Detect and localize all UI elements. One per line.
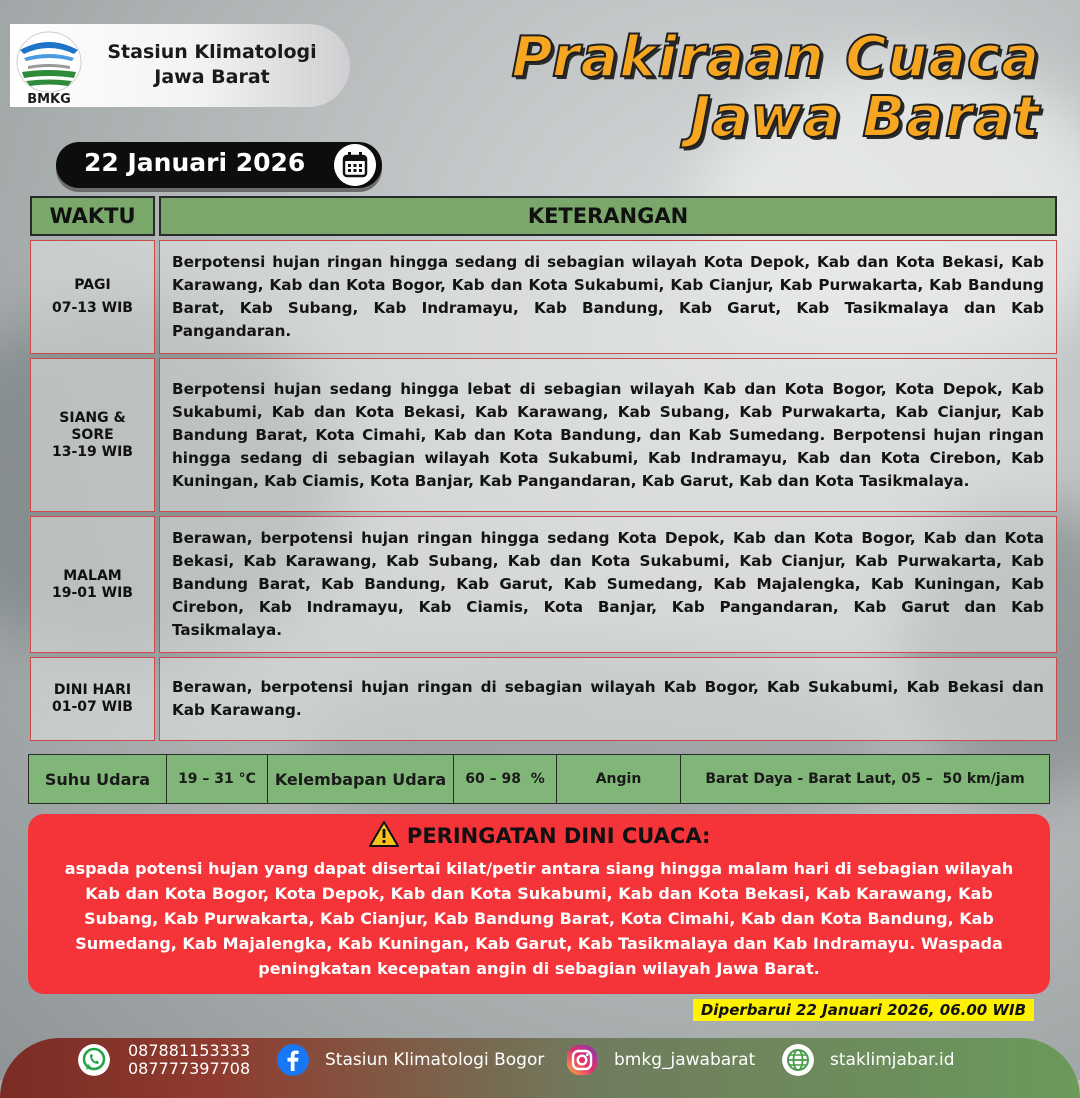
time-range: 19-01 WIB <box>52 584 133 601</box>
warning-title-text: PERINGATAN DINI CUACA <box>406 824 702 848</box>
time-label: DINI HARI <box>53 682 132 698</box>
station-name <box>92 40 332 90</box>
table-row-time <box>30 240 155 354</box>
globe-icon[interactable] <box>782 1044 814 1076</box>
table-row-time <box>30 657 155 741</box>
warning-triangle-icon <box>368 820 400 848</box>
humidity-value: 60 – 98 % <box>454 755 557 803</box>
time-label-2: SORE <box>71 426 114 443</box>
title-line1: Prakiraan Cuaca <box>511 25 1040 90</box>
whatsapp-icon[interactable] <box>78 1044 110 1076</box>
time-label: MALAM <box>63 567 122 584</box>
table-row-description <box>159 358 1057 512</box>
last-updated: Diperbarui 22 Januari 2026, 06.00 WIB <box>693 999 1034 1021</box>
instagram-link[interactable]: bmkg_jawabarat <box>614 1050 756 1070</box>
page-title <box>511 25 1040 150</box>
phone-2[interactable]: 087777397708 <box>128 1059 251 1078</box>
column-header-keterangan: KETERANGAN <box>159 196 1057 236</box>
table-row-time <box>30 358 155 512</box>
wind-label: Angin <box>557 755 681 803</box>
title-line2: Jawa Barat <box>689 85 1040 150</box>
station-name-line2: Jawa Barat <box>154 66 270 88</box>
time-range: 01-07 WIB <box>52 699 133 715</box>
facebook-icon[interactable] <box>277 1044 309 1076</box>
time-range: 07-13 WIB <box>52 300 133 316</box>
column-header-waktu: WAKTU <box>30 196 155 236</box>
forecast-date: 22 Januari 2026 <box>84 148 306 177</box>
forecast-text: Berawan, berpotensi hujan ringan hingga sedang Kota Depok, Kab dan Kota Bogor, Kab dan Kota Bekasi, Kab Karawang, Kab Subang, Kab dan Kota Sukabumi, Kab Cianjur, Kab Purwakarta, Kab Bandung Barat, Kab Bandung, Kab Garut, Kab Sumedang, Kab Majalengka, Kab Kuningan, Kab Cirebon, Kab Indramayu, Kab Ciamis, Kota Banjar, Kab Pangandaran, Kab Garut dan Kab Tasikmalaya. <box>172 529 1044 639</box>
table-row-time <box>30 516 155 653</box>
time-label: PAGI <box>74 277 111 293</box>
forecast-text: Berpotensi hujan sedang hingga lebat di sebagian wilayah Kab dan Kota Bogor, Kota Depok, Kab Sukabumi, Kab dan Kota Bekasi, Kab Karawang, Kab Subang, Kab Purwakarta, Kab Cianjur, Kab Bandung Barat, Kota Cimahi, Kab dan Kota Bandung, dan Kab Sumedang. Berpotensi hujan ringan hingga sedang di sebagian wilayah Kota Sukabumi, Kab Indramayu, Kab dan Kota Cirebon, Kab Kuningan, Kab Ciamis, Kota Banjar, Kab Pangandaran, Kab Garut, Kab dan Kota Tasikmalaya. <box>172 379 1044 490</box>
time-range: 13-19 WIB <box>52 443 133 460</box>
table-row-description <box>159 516 1057 653</box>
wind-value: Barat Daya - Barat Laut, 05 – 50 km/jam <box>705 771 1025 787</box>
humidity-label: Kelembapan Udara <box>268 755 454 803</box>
contact-phones[interactable] <box>128 1042 250 1078</box>
logo-text: BMKG <box>27 92 71 107</box>
table-row-description <box>159 240 1057 354</box>
temperature-value: 19 – 31 °C <box>167 755 268 803</box>
warning-text: aspada potensi hujan yang dapat disertai kilat/petir antara siang hingga malam hari di sebagian wilayah Kab dan Kota Bogor, Kota Depok, Kab dan Kota Sukabumi, Kab dan Kota Bekasi, Kab Karawang, Kab Subang, Kab Purwakarta, Kab Cianjur, Kab Bandung Barat, Kota Cimahi, Kab dan Kota Bandung, Kab Sumedang, Kab Majalengka, Kab Kuningan, Kab Garut, Kab Tasikmalaya dan Kab Indramayu. Waspada peningkatan kecepatan angin di sebagian wilayah Jawa Barat. <box>64 859 1014 978</box>
website-link[interactable]: staklimjabar.id <box>830 1050 955 1070</box>
warning-title-colon: : <box>701 824 711 848</box>
table-row-description <box>159 657 1057 741</box>
phone-1[interactable]: 087881153333 <box>128 1041 251 1060</box>
instagram-icon[interactable] <box>566 1044 598 1076</box>
forecast-text: Berpotensi hujan ringan hingga sedang di sebagian wilayah Kota Depok, Kab dan Kota Bekasi, Kab Karawang, Kab dan Kota Bogor, Kab dan Kota Sukabumi, Kab Cianjur, Kab Purwakarta, Kab Bandung Barat, Kab Subang, Kab Indramayu, Kab Bandung, Kab Garut, Kab Tasikmalaya dan Kab Pangandaran. <box>172 253 1044 340</box>
station-name-line1: Stasiun Klimatologi <box>107 41 317 63</box>
warning-title <box>28 820 1050 848</box>
temperature-label: Suhu Udara <box>29 755 167 803</box>
forecast-text: Berawan, berpotensi hujan ringan di sebagian wilayah Kab Bogor, Kab Sukabumi, Kab Bekasi dan Kab Karawang. <box>172 678 1044 719</box>
weather-info-row <box>28 754 1050 804</box>
time-label: SIANG & <box>59 409 126 426</box>
facebook-link[interactable]: Stasiun Klimatologi Bogor <box>325 1050 545 1070</box>
calendar-icon <box>334 144 376 186</box>
